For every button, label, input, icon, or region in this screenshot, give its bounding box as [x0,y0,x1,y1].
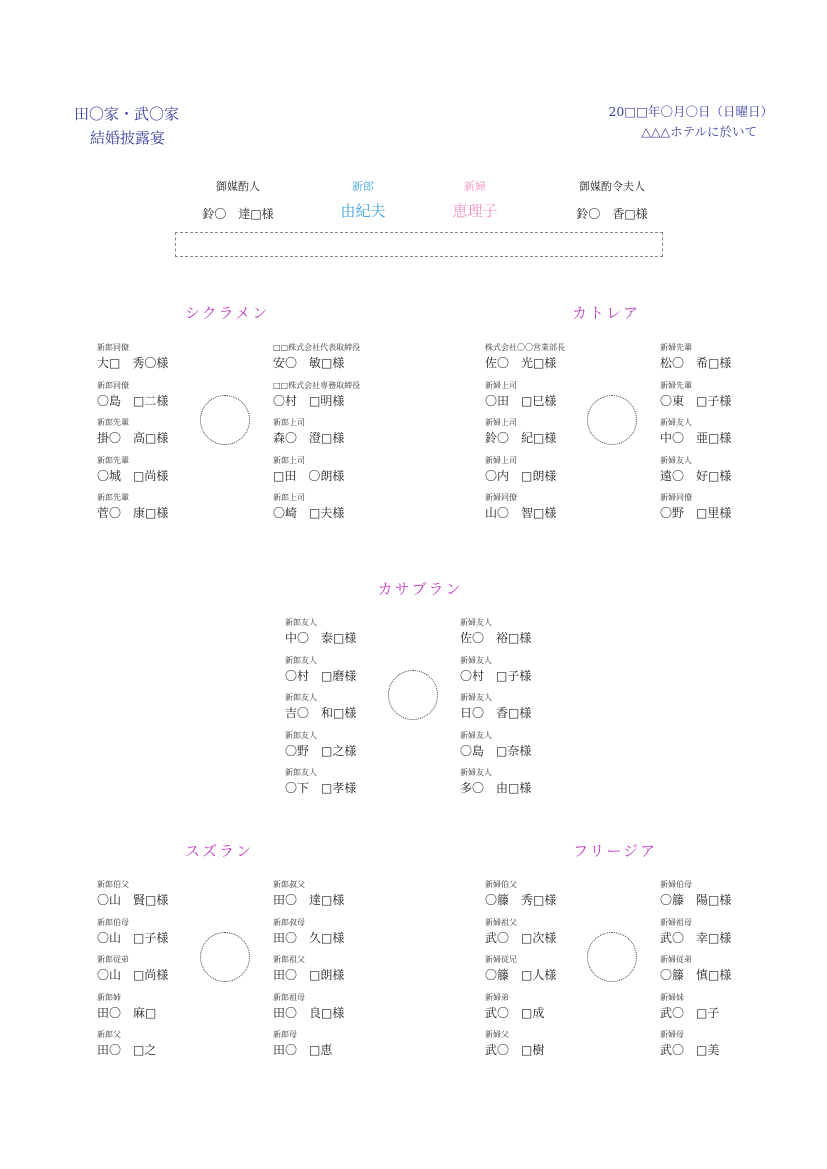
guest-seat [660,343,810,371]
guest-relation: □□株式会社専務取締役 [273,380,361,390]
guest-seat [485,493,635,521]
guest-name: 吉〇 和□様 [285,706,357,720]
guest-name: 中〇 泰□様 [285,631,357,645]
guest-seat [660,918,810,946]
guest-relation: 新婦従兄 [485,955,517,964]
guest-seat [97,343,247,371]
guest-name: 多〇 由□様 [460,781,532,795]
guest-seat [97,381,247,409]
guest-relation: 新婦友人 [460,655,492,665]
guest-relation: 新婦上司 [485,455,517,465]
guest-seat [660,493,810,521]
guest-name: 大□ 秀〇様 [97,356,169,370]
guest-relation: 新婦同僚 [660,493,692,502]
guest-name: 〇籐 秀□様 [485,893,557,907]
guest-seat [285,693,435,721]
guest-relation: 新郎先輩 [97,493,129,502]
table-name: フリージア [572,842,658,860]
guest-relation: 新婦上司 [485,418,517,427]
guest-seat [97,880,247,908]
guest-name: 〇村 □明様 [273,393,345,408]
nakodo-wife-role: 御媒酌令夫人 [579,180,645,193]
guest-name: 武〇 幸□様 [660,930,732,945]
header-left [74,102,179,150]
guest-seat [273,456,423,484]
guest-relation: 新郎上司 [273,418,305,427]
head-table-bride [410,180,540,219]
guest-relation: 新婦同僚 [485,493,517,502]
table-name: カトレア [571,304,640,322]
guest-seat [485,955,635,983]
nakodo-wife-name: 鈴〇 香□様 [576,207,648,221]
guest-relation: 新婦伯母 [660,880,692,889]
guest-name: 山〇 智□様 [485,506,557,520]
guest-seat [660,993,810,1021]
guest-relation: 新郎姉 [97,992,121,1002]
guest-name: 武〇 □樹 [485,1043,545,1057]
guest-relation: 新郎友人 [285,768,317,777]
guest-name: 〇山 賢□様 [97,893,169,907]
guest-seat [460,618,610,646]
guest-name: 〇内 □朗様 [485,468,557,483]
bride-role: 新婦 [464,180,486,193]
table-name: スズラン [184,842,253,860]
guest-seat [97,993,247,1021]
guest-name: 〇山 □子様 [97,930,169,945]
guest-name: 田〇 達□様 [273,893,345,907]
guest-relation: 新郎同僚 [97,343,129,352]
guest-relation: 新郎上司 [273,455,305,465]
guest-relation: 新婦父 [485,1030,509,1039]
guest-name: 〇村 □子様 [460,668,532,683]
guest-name: 〇崎 □夫様 [273,506,345,520]
guest-relation: 新郎従弟 [97,955,129,964]
guest-relation: 新婦先輩 [660,343,692,352]
guest-seat [285,618,435,646]
guest-name: 安〇 敏□様 [273,356,345,370]
guest-seat [273,880,423,908]
event-title: 結婚披露宴 [90,129,166,147]
guest-name: 武〇 □子 [660,1005,720,1020]
guest-relation: 新郎祖父 [273,955,305,964]
guest-name: 〇籐 慎□様 [660,968,732,982]
guest-relation: 新郎友人 [285,730,317,740]
families-title: 田〇家・武〇家 [74,105,180,123]
guest-name: 〇村 □磨様 [285,668,357,683]
guest-relation: 新婦友人 [460,768,492,777]
guest-seat [97,955,247,983]
guest-seat [97,456,247,484]
guest-name: 〇山 □尚様 [97,968,169,982]
guest-relation: 新郎友人 [285,693,317,702]
guest-relation: 新郎友人 [285,618,317,627]
nakodo-role: 御媒酌人 [216,180,260,193]
guest-seat [460,768,610,796]
guest-seat [485,1030,635,1058]
guest-relation: 新婦友人 [460,730,492,740]
guest-relation: 新郎父 [97,1030,121,1039]
guest-relation: 新郎祖母 [273,992,305,1002]
guest-seat [660,418,810,446]
guest-seat [660,1030,810,1058]
guest-seat [273,343,423,371]
guest-seat [273,418,423,446]
guest-seat [660,955,810,983]
guest-name: 〇野 □之様 [285,743,357,758]
groom-name: 由紀夫 [340,202,386,220]
guest-seat [285,731,435,759]
guest-seat [460,731,610,759]
guest-seat [485,456,635,484]
guest-relation: 株式会社〇〇営業部長 [485,343,565,352]
guest-name: 田〇 久□様 [273,930,345,945]
guest-seat [97,493,247,521]
guest-name: 田〇 □朗様 [273,968,345,982]
guest-seat [485,343,635,371]
guest-relation: 新婦弟 [485,992,509,1002]
guest-seat [273,381,423,409]
guest-seat [660,456,810,484]
guest-relation: 新婦上司 [485,380,517,390]
guest-name: 遠〇 好□様 [660,468,732,483]
guest-relation: 新郎伯父 [97,880,129,889]
guest-name: 〇籐 陽□様 [660,893,732,907]
guest-relation: 新婦伯父 [485,880,517,889]
guest-seat [485,993,635,1021]
head-table-groom [298,180,428,219]
guest-name: 武〇 □成 [485,1005,545,1020]
guest-seat [273,918,423,946]
guest-name: 〇野 □里様 [660,506,732,520]
guest-seat [285,656,435,684]
guest-name: 〇籐 □人様 [485,968,557,982]
guest-name: 菅〇 康□様 [97,506,169,520]
guest-name: 武〇 □美 [660,1043,720,1057]
guest-name: 松〇 希□様 [660,356,732,370]
guest-seat [97,918,247,946]
guest-relation: □□株式会社代表取締役 [273,343,361,352]
guest-name: 田〇 □之 [97,1043,157,1057]
guest-relation: 新婦従弟 [660,955,692,964]
guest-seat [285,768,435,796]
guest-name: 佐〇 裕□様 [460,631,532,645]
guest-name: 森〇 澄□様 [273,431,345,445]
guest-name: 日〇 香□様 [460,706,532,720]
guest-name: 〇城 □尚様 [97,468,169,483]
guest-name: 武〇 □次様 [485,930,557,945]
guest-relation: 新婦妹 [660,992,684,1002]
table-name: シクラメン [184,304,270,322]
guest-seat [273,1030,423,1058]
guest-name: 佐〇 光□様 [485,356,557,370]
guest-name: 〇島 □二様 [97,393,169,408]
guest-name: 掛〇 高□様 [97,431,169,445]
guest-name: 田〇 良□様 [273,1005,345,1020]
guest-seat [460,693,610,721]
guest-seat [485,418,635,446]
guest-seat [273,493,423,521]
table-name: カサブラン [377,580,463,598]
guest-relation: 新郎伯母 [97,917,129,927]
guest-name: 鈴〇 紀□様 [485,431,557,445]
guest-relation: 新婦友人 [460,618,492,627]
guest-relation: 新郎先輩 [97,418,129,427]
guest-relation: 新郎同僚 [97,380,129,390]
guest-relation: 新郎叔父 [273,880,305,889]
guest-relation: 新郎先輩 [97,455,129,465]
guest-relation: 新郎上司 [273,493,305,502]
guest-name: 中〇 亜□様 [660,431,732,445]
guest-relation: 新婦友人 [460,693,492,702]
guest-relation: 新婦祖母 [660,917,692,927]
guest-relation: 新婦友人 [660,418,692,427]
guest-seat [485,880,635,908]
nakodo-name: 鈴〇 達□様 [202,207,274,221]
message-box [175,232,663,257]
guest-seat [97,418,247,446]
guest-seat [660,381,810,409]
guest-relation: 新郎叔母 [273,917,305,927]
guest-seat [485,381,635,409]
guest-seat [460,656,610,684]
bride-name: 恵理子 [452,202,498,220]
guest-relation: 新婦先輩 [660,380,692,390]
guest-relation: 新郎母 [273,1030,297,1039]
guest-name: 田〇 麻□ [97,1005,157,1020]
guest-relation: 新婦祖父 [485,917,517,927]
guest-name: 田〇 □恵 [273,1043,333,1057]
guest-name: □田 〇朗様 [273,468,345,483]
guest-name: 〇田 □巳様 [485,393,557,408]
guest-name: 〇東 □子様 [660,393,732,408]
guest-relation: 新郎友人 [285,655,317,665]
head-table-nakodo [173,180,303,222]
guest-seat [97,1030,247,1058]
event-venue: △△△ホテルに於いて [641,124,757,139]
guest-seat [273,955,423,983]
guest-relation: 新婦母 [660,1030,684,1039]
groom-role: 新郎 [352,180,374,193]
guest-seat [273,993,423,1021]
guest-name: 〇島 □奈様 [460,743,532,758]
guest-seat [485,918,635,946]
guest-name: 〇下 □孝様 [285,781,357,795]
head-table-nakodo-wife [547,180,677,222]
guest-relation: 新婦友人 [660,455,692,465]
header-right [608,102,773,142]
event-date: 20□□年〇月〇日（日曜日） [608,104,773,119]
guest-seat [660,880,810,908]
